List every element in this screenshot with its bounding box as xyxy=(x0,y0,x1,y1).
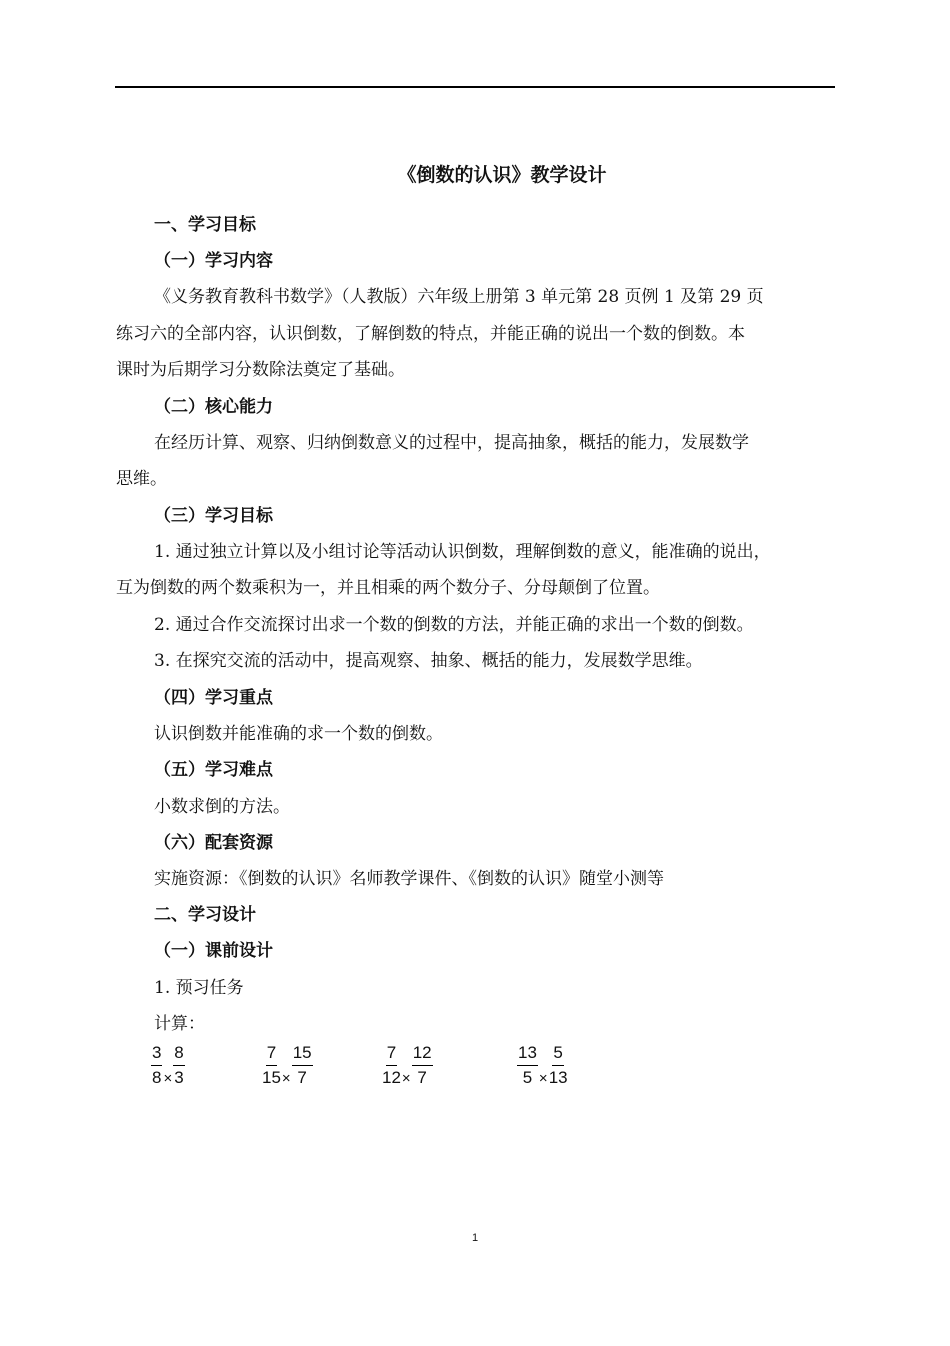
goal-2: 2. 通过合作交流探讨出求一个数的倒数的方法，并能正确的求出一个数的倒数。 xyxy=(154,615,754,635)
content-paragraph-line-1: 《义务教育教科书数学》（人教版）六年级上册第 3 单元第 28 页例 1 及第 29 页 xyxy=(154,287,764,307)
fraction xyxy=(292,1042,313,1089)
times-sign: × xyxy=(401,1070,411,1087)
goal-1-line-1: 1. 通过独立计算以及小组讨论等活动认识倒数，理解倒数的意义，能准确的说出， xyxy=(154,542,771,562)
resources-text: 实施资源：《倒数的认识》名师教学课件、《倒数的认识》随堂小测等 xyxy=(154,869,664,889)
calc-label: 计算： xyxy=(154,1014,205,1034)
denominator: 15 xyxy=(262,1068,281,1087)
fraction xyxy=(549,1042,568,1089)
fraction xyxy=(412,1042,433,1089)
content-paragraph-line-3: 课时为后期学习分数除法奠定了基础。 xyxy=(116,360,405,380)
goal-3: 3. 在探究交流的活动中，提高观察、抽象、概括的能力，发展数学思维。 xyxy=(154,651,703,671)
numerator: 12 xyxy=(412,1042,433,1066)
subsection-heading-core: （二）核心能力 xyxy=(154,397,273,417)
denominator: 13 xyxy=(548,1068,568,1087)
times-sign: × xyxy=(538,1070,548,1087)
content-paragraph-line-2: 练习六的全部内容，认识倒数，了解倒数的特点，并能正确的说出一个数的倒数。本 xyxy=(116,324,745,344)
denominator: 5 xyxy=(522,1068,533,1087)
fraction xyxy=(151,1042,162,1089)
expression-3 xyxy=(382,1042,433,1089)
subsection-heading-goals: （三）学习目标 xyxy=(154,506,273,526)
times-sign: × xyxy=(281,1070,291,1087)
numerator: 3 xyxy=(151,1042,162,1066)
denominator: 8 xyxy=(152,1068,162,1087)
expression-2 xyxy=(262,1042,313,1089)
expression-4 xyxy=(517,1042,568,1089)
page-number: 1 xyxy=(471,1232,479,1244)
subsection-heading-content: （一）学习内容 xyxy=(154,251,273,271)
fraction xyxy=(173,1042,184,1089)
difficulty-text: 小数求倒的方法。 xyxy=(154,797,290,817)
fraction xyxy=(517,1042,538,1089)
preview-task: 1. 预习任务 xyxy=(154,978,244,998)
subsection-heading-resources: （六）配套资源 xyxy=(154,833,273,853)
subsection-heading-focus: （四）学习重点 xyxy=(154,688,273,708)
header-rule xyxy=(115,86,835,88)
numerator: 7 xyxy=(266,1042,277,1066)
denominator: 3 xyxy=(174,1068,184,1087)
numerator: 8 xyxy=(173,1042,184,1066)
fraction xyxy=(382,1042,401,1089)
denominator: 7 xyxy=(297,1068,307,1087)
goal-1-line-2: 互为倒数的两个数乘积为一，并且相乘的两个数分子、分母颠倒了位置。 xyxy=(116,578,660,598)
focus-text: 认识倒数并能准确的求一个数的倒数。 xyxy=(154,724,443,744)
section-heading-2: 二、学习设计 xyxy=(154,905,256,925)
numerator: 7 xyxy=(386,1042,397,1066)
core-paragraph-line-1: 在经历计算、观察、归纳倒数意义的过程中，提高抽象，概括的能力，发展数学 xyxy=(154,433,749,453)
core-paragraph-line-2: 思维。 xyxy=(116,469,167,489)
fraction xyxy=(262,1042,281,1089)
fraction-expressions xyxy=(0,1042,950,1102)
expression-1 xyxy=(151,1042,185,1089)
numerator: 13 xyxy=(517,1042,538,1066)
subsection-heading-difficulty: （五）学习难点 xyxy=(154,760,273,780)
denominator: 12 xyxy=(382,1068,401,1087)
numerator: 15 xyxy=(292,1042,313,1066)
times-sign: × xyxy=(163,1070,173,1087)
document-title: 《倒数的认识》教学设计 xyxy=(397,164,607,186)
numerator: 5 xyxy=(552,1042,563,1066)
denominator: 7 xyxy=(417,1068,427,1087)
subsection-heading-pre-class: （一）课前设计 xyxy=(154,941,273,961)
section-heading-1: 一、学习目标 xyxy=(154,215,256,235)
